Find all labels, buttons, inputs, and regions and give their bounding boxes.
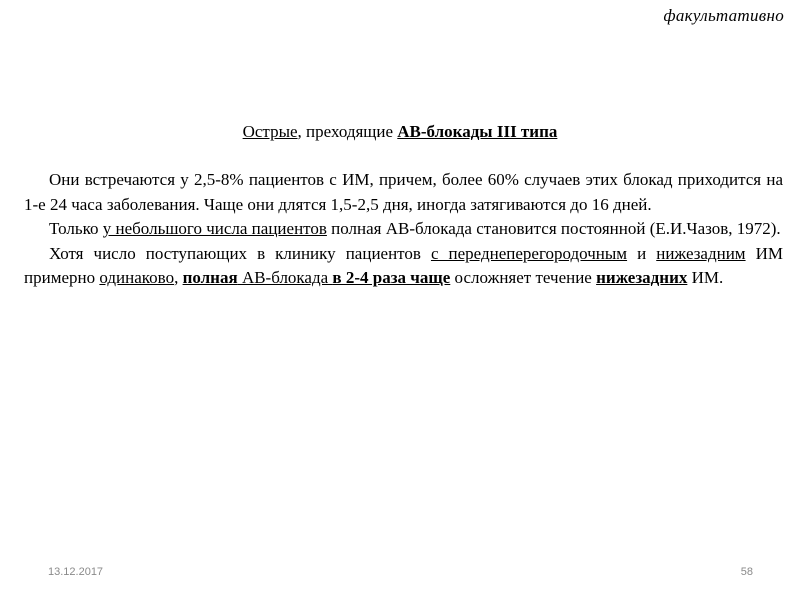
text-run: Хотя число поступающих в клинику пациентов [49, 243, 431, 263]
paragraph-permanent [24, 217, 783, 242]
section-heading [0, 122, 800, 142]
text-run: ИМ. [687, 268, 724, 287]
page-number: 58 [740, 566, 753, 578]
heading-transient: , преходящие [297, 122, 398, 141]
heading-acute: Острые [242, 122, 298, 141]
underlined-run: у небольшого числа пациентов [102, 219, 327, 238]
body-text [24, 168, 783, 291]
heading-av-block-type: АВ-блокады III типа [397, 122, 558, 141]
underlined-run: одинаково [99, 268, 175, 287]
underlined-run: с переднеперегородочным [430, 243, 628, 263]
text-run: ИМ примерно [24, 243, 783, 287]
optional-note: факультативно [663, 6, 784, 25]
text-run: Только [49, 219, 103, 238]
paragraph-comparison [24, 242, 783, 291]
bold-underlined-run: полная [182, 268, 238, 287]
paragraph-incidence: Они встречаются у 2,5-8% пациентов с ИМ, причем, более 60% случаев этих блокад приходится на 1-е 24 часа заболевания. Чаще они длятся 1,5-2,5 дня, иногда затягиваются до 16 дней. [24, 170, 783, 214]
bold-underlined-run: в 2-4 раза чаще [332, 268, 451, 287]
text-run: и [627, 243, 657, 263]
text-run: осложняет течение [450, 268, 597, 287]
underlined-run: нижезадним [656, 243, 746, 263]
text-run: , [174, 268, 183, 287]
text-run: полная АВ-блокада становится постоянной (Е.И.Чазов, 1972). [326, 219, 781, 238]
bold-underlined-run: нижезадних [596, 268, 688, 287]
footer-date: 13.12.2017 [48, 566, 104, 578]
underlined-run: АВ-блокада [237, 268, 333, 287]
